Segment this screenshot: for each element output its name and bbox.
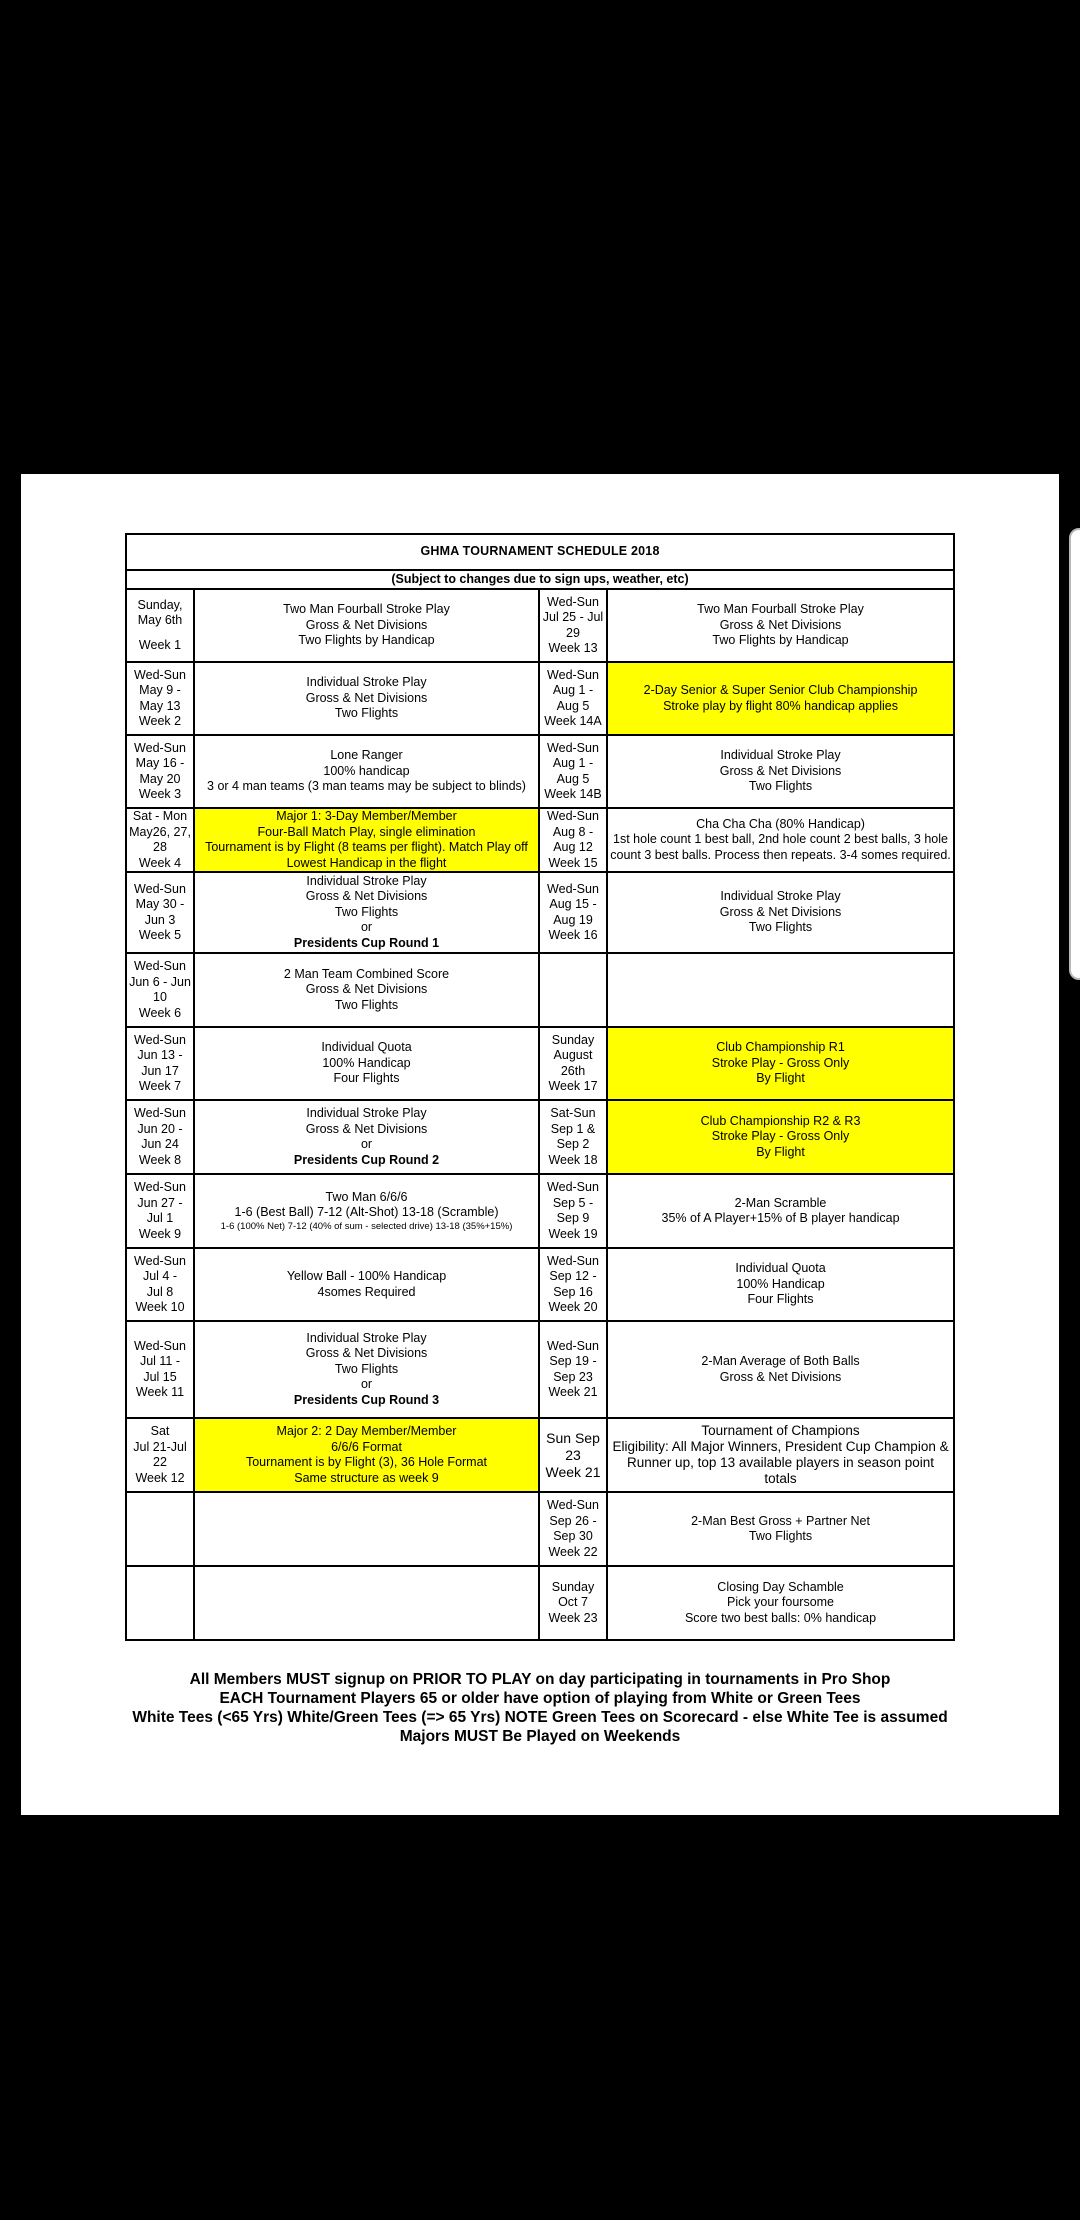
- event-cell: 2-Man Scramble 35% of A Player+15% of B player handicap: [607, 1174, 954, 1248]
- event-cell: Two Man 6/6/6 1-6 (Best Ball) 7-12 (Alt-Shot) 13-18 (Scramble) 1-6 (100% Net) 7-12 (40% of sum - selected drive) 13-18 (35%+15%): [194, 1174, 539, 1248]
- event-cell-highlighted: Club Championship R2 & R3 Stroke Play - Gross Only By Flight: [607, 1100, 954, 1174]
- event-cell: Yellow Ball - 100% Handicap 4somes Required: [194, 1248, 539, 1321]
- date-cell: Sunday Oct 7 Week 23: [539, 1566, 607, 1640]
- event-cell: Individual Stroke Play Gross & Net Divisions Two Flights or Presidents Cup Round 3: [194, 1321, 539, 1418]
- event-cell: Individual Stroke Play Gross & Net Divisions Two Flights: [194, 662, 539, 735]
- event-cell: Individual Stroke Play Gross & Net Divisions or Presidents Cup Round 2: [194, 1100, 539, 1174]
- event-cell: 2 Man Team Combined Score Gross & Net Divisions Two Flights: [194, 953, 539, 1027]
- event-cell: Tournament of Champions Eligibility: All Major Winners, President Cup Champion & Runner up, top 13 available players in season point totals: [607, 1418, 954, 1492]
- event-cell: 2-Man Best Gross + Partner Net Two Flights: [607, 1492, 954, 1566]
- event-cell-highlighted: 2-Day Senior & Super Senior Club Championship Stroke play by flight 80% handicap applies: [607, 662, 954, 735]
- date-cell: Wed-Sun Jun 20 - Jun 24 Week 8: [126, 1100, 194, 1174]
- event-cell: Individual Stroke Play Gross & Net Divisions Two Flights or Presidents Cup Round 1: [194, 872, 539, 953]
- event-cell: Cha Cha Cha (80% Handicap) 1st hole count 1 best ball, 2nd hole count 2 best balls, 3 hole count 3 best balls. Process then repeats. 3-4 somes required.: [607, 808, 954, 872]
- empty-cell: [126, 1566, 194, 1640]
- empty-cell: [194, 1566, 539, 1640]
- event-cell-highlighted: Club Championship R1 Stroke Play - Gross Only By Flight: [607, 1027, 954, 1100]
- date-cell: Wed-Sun Jun 6 - Jun 10 Week 6: [126, 953, 194, 1027]
- schedule-title: GHMA TOURNAMENT SCHEDULE 2018: [126, 534, 954, 570]
- date-cell: Wed-Sun Jul 4 - Jul 8 Week 10: [126, 1248, 194, 1321]
- event-cell: Individual Quota 100% Handicap Four Flights: [607, 1248, 954, 1321]
- date-cell: Wed-Sun May 16 - May 20 Week 3: [126, 735, 194, 808]
- date-cell: Wed-Sun May 30 - Jun 3 Week 5: [126, 872, 194, 953]
- table-row: [126, 1492, 954, 1566]
- event-cell: Individual Quota 100% Handicap Four Flights: [194, 1027, 539, 1100]
- date-cell: Wed-Sun Aug 1 - Aug 5 Week 14A: [539, 662, 607, 735]
- table-row: [126, 1321, 954, 1418]
- table-row: [126, 1174, 954, 1248]
- table-row: [126, 1566, 954, 1640]
- footer-line: Majors MUST Be Played on Weekends: [399, 1728, 681, 1745]
- event-cell: Individual Stroke Play Gross & Net Divisions Two Flights: [607, 735, 954, 808]
- date-cell: Sunday August 26th Week 17: [539, 1027, 607, 1100]
- date-cell: Wed-Sun Sep 19 - Sep 23 Week 21: [539, 1321, 607, 1418]
- date-cell: Sunday, May 6th Week 1: [126, 589, 194, 662]
- table-row: [126, 735, 954, 808]
- event-cell: Lone Ranger 100% handicap 3 or 4 man teams (3 man teams may be subject to blinds): [194, 735, 539, 808]
- date-cell: Wed-Sun Aug 15 - Aug 19 Week 16: [539, 872, 607, 953]
- table-row: [126, 1100, 954, 1174]
- date-cell: Wed-Sun Aug 8 - Aug 12 Week 15: [539, 808, 607, 872]
- schedule-subtitle: (Subject to changes due to sign ups, weather, etc): [126, 570, 954, 589]
- date-cell: Sat Jul 21-Jul 22 Week 12: [126, 1418, 194, 1492]
- footer-notes: [21, 1670, 1059, 1746]
- event-cell-highlighted: Major 1: 3-Day Member/Member Four-Ball Match Play, single elimination Tournament is by Flight (8 teams per flight). Match Play off Lowest Handicap in the flight: [194, 808, 539, 872]
- date-cell: Wed-Sun Sep 12 - Sep 16 Week 20: [539, 1248, 607, 1321]
- date-cell: Wed-Sun Jun 13 - Jun 17 Week 7: [126, 1027, 194, 1100]
- schedule-document: [21, 474, 1059, 1815]
- table-row: [126, 662, 954, 735]
- table-row: [126, 872, 954, 953]
- event-cell: Closing Day Schamble Pick your foursome Score two best balls: 0% handicap: [607, 1566, 954, 1640]
- date-cell: Wed-Sun Jul 11 - Jul 15 Week 11: [126, 1321, 194, 1418]
- table-row: [126, 589, 954, 662]
- table-row: [126, 1027, 954, 1100]
- empty-cell: [126, 1492, 194, 1566]
- date-cell: Sat-Sun Sep 1 & Sep 2 Week 18: [539, 1100, 607, 1174]
- tournament-schedule-table: [125, 533, 955, 1641]
- date-cell: Wed-Sun May 9 - May 13 Week 2: [126, 662, 194, 735]
- table-row: [126, 953, 954, 1027]
- footer-line: White Tees (<65 Yrs) White/Green Tees (=> 65 Yrs) NOTE Green Tees on Scorecard - else White Tee is assumed: [132, 1709, 948, 1726]
- table-row: [126, 1418, 954, 1492]
- date-cell: Sun Sep 23 Week 21: [539, 1418, 607, 1492]
- date-cell: Wed-Sun Jun 27 - Jul 1 Week 9: [126, 1174, 194, 1248]
- empty-cell: [194, 1492, 539, 1566]
- event-cell-highlighted: Major 2: 2 Day Member/Member 6/6/6 Format Tournament is by Flight (3), 36 Hole Format Same structure as week 9: [194, 1418, 539, 1492]
- edge-panel-handle[interactable]: [1069, 528, 1080, 980]
- empty-cell: [607, 953, 954, 1027]
- table-row: [126, 808, 954, 872]
- date-cell: Wed-Sun Aug 1 - Aug 5 Week 14B: [539, 735, 607, 808]
- table-row: [126, 1248, 954, 1321]
- empty-cell: [539, 953, 607, 1027]
- event-cell: 2-Man Average of Both Balls Gross & Net Divisions: [607, 1321, 954, 1418]
- event-cell: Individual Stroke Play Gross & Net Divisions Two Flights: [607, 872, 954, 953]
- date-cell: Wed-Sun Sep 5 - Sep 9 Week 19: [539, 1174, 607, 1248]
- footer-line: EACH Tournament Players 65 or older have option of playing from White or Green Tees: [219, 1690, 861, 1707]
- event-cell: Two Man Fourball Stroke Play Gross & Net Divisions Two Flights by Handicap: [607, 589, 954, 662]
- event-cell: Two Man Fourball Stroke Play Gross & Net Divisions Two Flights by Handicap: [194, 589, 539, 662]
- date-cell: Wed-Sun Sep 26 - Sep 30 Week 22: [539, 1492, 607, 1566]
- date-cell: Sat - Mon May26, 27, 28 Week 4: [126, 808, 194, 872]
- date-cell: Wed-Sun Jul 25 - Jul 29 Week 13: [539, 589, 607, 662]
- footer-line: All Members MUST signup on PRIOR TO PLAY on day participating in tournaments in Pro Shop: [189, 1671, 891, 1688]
